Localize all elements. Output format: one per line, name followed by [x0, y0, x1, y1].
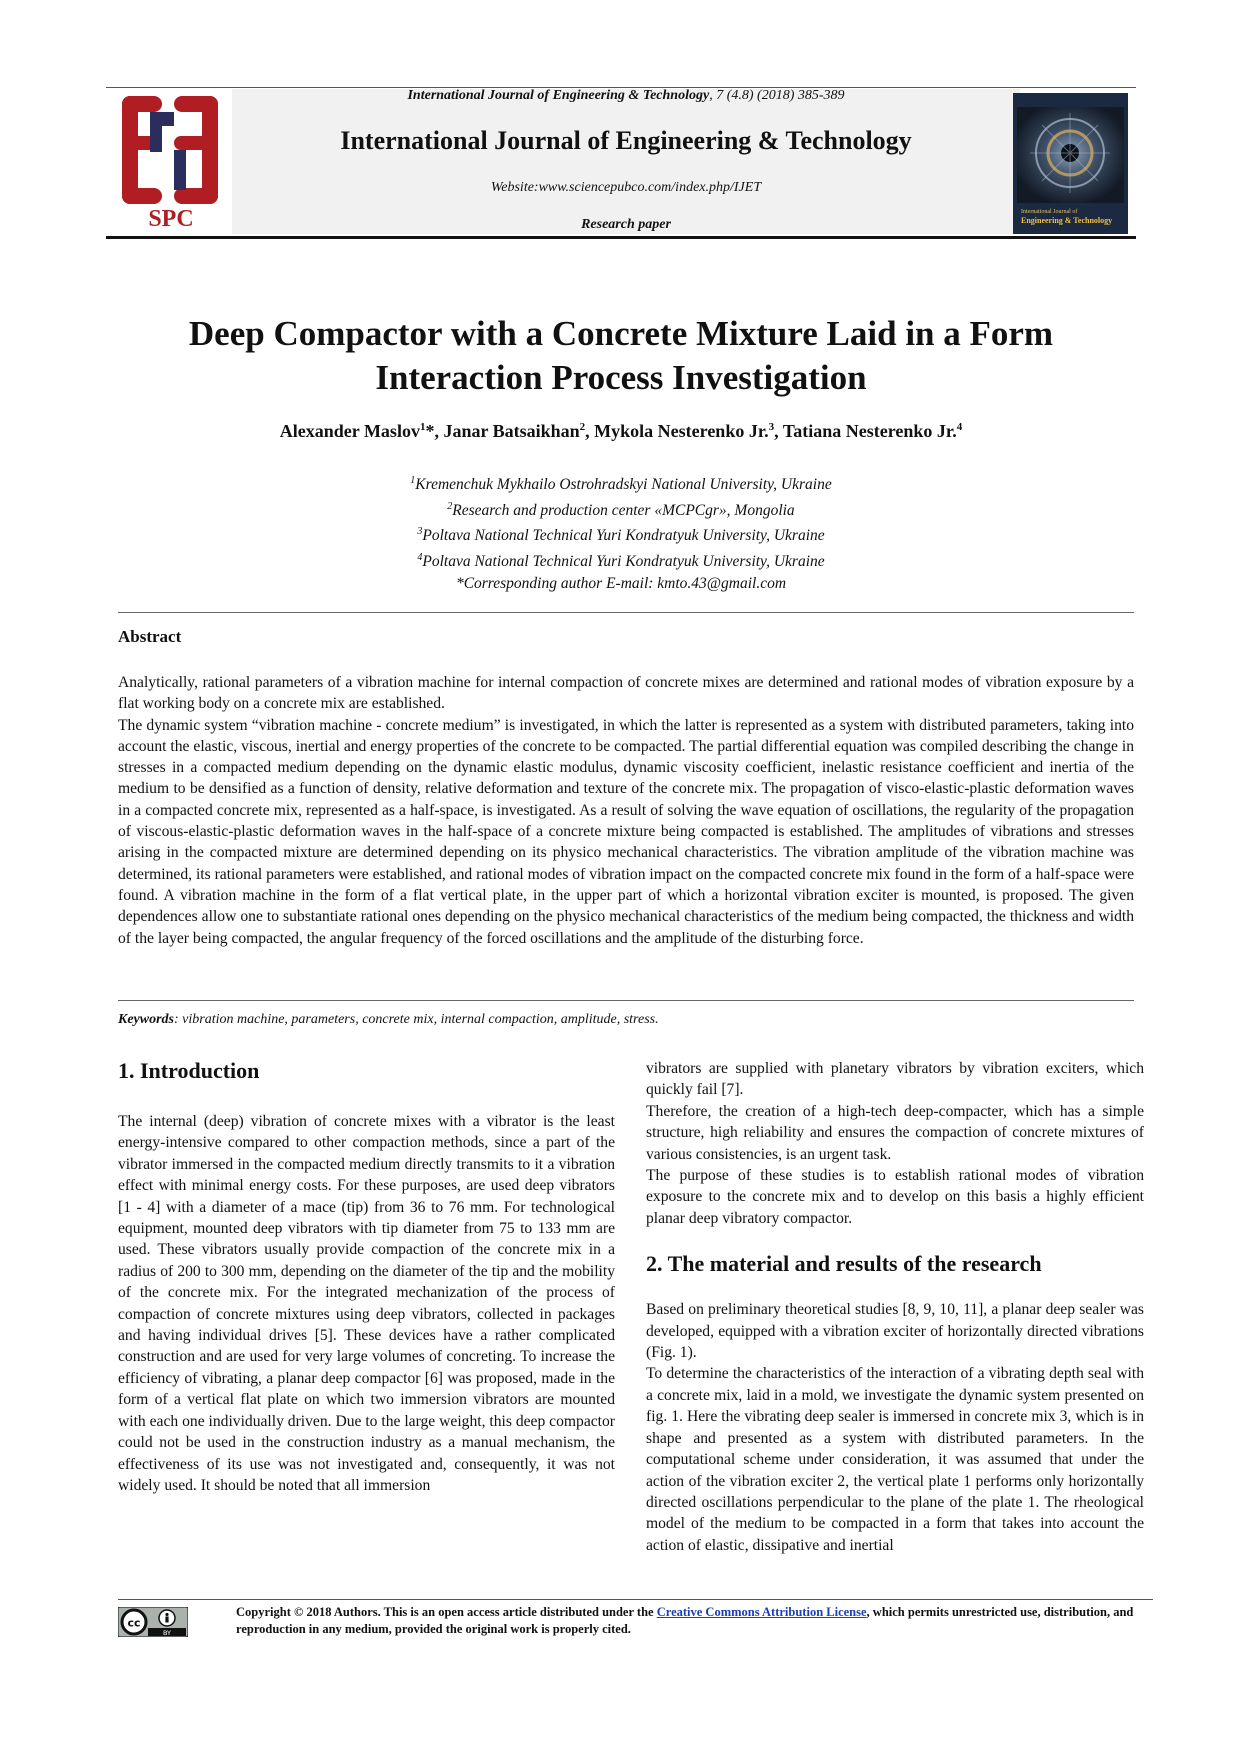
copyright-notice: Copyright © 2018 Authors. This is an open access article distributed under the Creative Commons Attribution License, which permits unrestricted use, distribution, and reproduction in any medium, provided the original work is properly cited.: [236, 1605, 1134, 1636]
publisher-logo-text: SPC: [148, 206, 194, 232]
abstract-paragraph: The dynamic system “vibration machine - concrete medium” is investigated, in which the latter is represented as a system with distributed parameters, taking into account the elastic, viscous, inertial and energy properties of the concrete to be compacted. The partial differential equation was compiled describing the change in stresses in a compacted medium depending on the dynamic elastic modulus, dynamic viscosity coefficient, inelastic resistance coefficient and inertia of the medium to be densified as a function of density, relative deformation and texture of the concrete mix. The propagation of visco-elastic-plastic deformation waves in a compacted concrete mix, represented as a half-space, is investigated. As a result of solving the wave equation of oscillations, the regularity of the propagation of viscous-elastic-plastic deformation waves in the half-space of a concrete mixture being compacted is established. The amplitudes of vibrations and stresses arising in the compacted mixture are determined depending on its physico mechanical characteristics. The vibration amplitude of the vibration machine was determined, its rational parameters were established, and rational modes of vibration impact on the compacted concrete mix found in the form of a half-space were found. A vibration machine in the form of a flat vertical plate, in the upper part of which a horizontal vibration exciter is mounted, is proposed. The given dependences allow one to substantiate rational ones depending on the physico mechanical characteristics of the medium being compacted, the thickness and width of the layer being compacted, the angular frequency of the forced oscillations and the amplitude of the disturbing force.: [118, 716, 1134, 947]
affiliation: $^1$Kremenchuk Mykhailo Ostrohradskyi National University, Ukraine: [410, 475, 832, 494]
abstract-body: [118, 672, 1134, 949]
body-paragraph: To determine the characteristics of the interaction of a vibrating depth seal with a concrete mix, laid in a mold, we investigate the dynamic system presented on fig. 1. Here the vibrating deep sealer is immersed in concrete mix 3, which is in shape and presented as a system with distributed parameters. In the computational scheme under consideration, it was assumed that under the action of the vibration exciter 2, the vertical plate 1 performs only horizontally directed oscillations perpendicular to the plane of the plate 1. The rheological model of the medium to be compacted in a form that takes into account the action of elastic, dissipative and inertial: [646, 1365, 1144, 1554]
abstract-top-rule: [118, 612, 1134, 613]
body-paragraph: vibrators are supplied with planetary vibrators by vibration exciters, which quickly fail [7].: [646, 1060, 1144, 1099]
affiliation: $^4$Poltava National Technical Yuri Kondratyuk University, Ukraine: [417, 551, 825, 571]
body-paragraph: Therefore, the creation of a high-tech deep-compacter, which has a simple structure, high reliability and ensures the compaction of concrete mixtures of various consistencies, is an urgent task.: [646, 1102, 1144, 1163]
body-paragraph: Based on preliminary theoretical studies [8, 9, 10, 11], a planar deep sealer was developed, equipped with a vibration exciter of horizontally directed vibrations (Fig. 1).: [646, 1301, 1144, 1362]
corresponding-author: *Corresponding author E-mail: kmto.43@gmail.com: [455, 574, 787, 592]
cc-icon: cc: [127, 1616, 141, 1630]
section-heading-materials: 2. The material and results of the research: [646, 1251, 1042, 1277]
publisher-logo: [116, 92, 226, 232]
section-heading-introduction: 1. Introduction: [118, 1058, 260, 1083]
affiliation: $^2$Research and production center «MCPCgr», Mongolia: [447, 500, 795, 519]
cover-title-line2: Engineering & Technology: [1021, 216, 1113, 225]
author: Janar Batsaikhan$^2$,: [443, 421, 595, 441]
body-paragraph: The purpose of these studies is to establish rational modes of vibration exposure to the concrete mix and to develop on this basis a highly efficient planar deep vibratory compactor.: [646, 1167, 1144, 1227]
abstract-bottom-rule: [118, 1000, 1134, 1001]
cover-title-line1: International Journal of: [1021, 209, 1078, 215]
person-icon: [165, 1613, 168, 1616]
header-bottom-rule: [106, 236, 1136, 239]
affiliation: $^3$Poltava National Technical Yuri Kondratyuk University, Ukraine: [417, 526, 825, 545]
left-column: [118, 1058, 615, 1496]
abstract-heading: Abstract: [118, 627, 182, 646]
paper-type: Research paper: [581, 217, 671, 232]
affiliation-list: [106, 470, 1136, 594]
author: Mykola Nesterenko Jr.$^3$,: [594, 421, 783, 441]
by-label: BY: [162, 1629, 172, 1637]
journal-title: International Journal of Engineering & Technology: [340, 126, 912, 155]
journal-cover-image: [1013, 93, 1128, 234]
cc-by-license-badge[interactable]: [118, 1607, 188, 1637]
author-list: [106, 421, 1136, 442]
keywords: Keywords: vibration machine, parameters, concrete mix, internal compaction, amplitude, stress.: [118, 1012, 659, 1027]
body-paragraph: The internal (deep) vibration of concrete mixes with a vibrator is the least energy-intensive compared to other compaction methods, since a part of the vibrator immersed in the compacted medium directly transmits to it a vibration effect with minimal energy costs. For these purposes, are used deep vibrators [1 - 4] with a diameter of a mace (tip) from 36 to 76 mm. For technological equipment, mounted deep vibrators with tip diameter from 75 to 133 mm are used. These vibrators usually provide compaction of the concrete mix in a radius of 200 to 300 mm, depending on the diameter of the tip and the mobility of the concrete mix. For the integrated mechanization of the process of compaction of concrete mixtures using deep vibrators, collected in packages and having individual drives [5]. These devices have a rather complicated construction and are used for very large volumes of concreting. To increase the efficiency of vibrating, a planar deep compactor [6] was proposed, made in the form of a vertical flat plate on which two immersion vibrators are mounted with each one individually driven. Due to the large weight, this deep compactor could not be used in the construction industry as a manual mechanism, the effectiveness of its use was not investigated and, consequently, it was not widely used. It should be noted that all immersion: [118, 1113, 615, 1494]
author: Tatiana Nesterenko Jr.$^4$: [782, 421, 963, 441]
citation-line: International Journal of Engineering & Technology, 7 (4.8) (2018) 385-389: [407, 88, 845, 103]
cc-license-link[interactable]: Creative Commons Attribution License: [656, 1605, 867, 1619]
abstract-paragraph: Analytically, rational parameters of a vibration machine for internal compaction of concrete mixes are determined and rational modes of vibration exposure by a flat working body on a concrete mix are established.: [118, 674, 1134, 713]
author: Alexander Maslov$^1$*,: [279, 421, 444, 441]
paper-title: Deep Compactor with a Concrete Mixture Laid in a Form Interaction Process Investigation: [188, 314, 1054, 397]
journal-website[interactable]: Website:www.sciencepubco.com/index.php/IJET: [490, 180, 762, 195]
right-column: [646, 1058, 1144, 1556]
header-band: [232, 89, 1020, 234]
footer-rule: [118, 1599, 1153, 1600]
